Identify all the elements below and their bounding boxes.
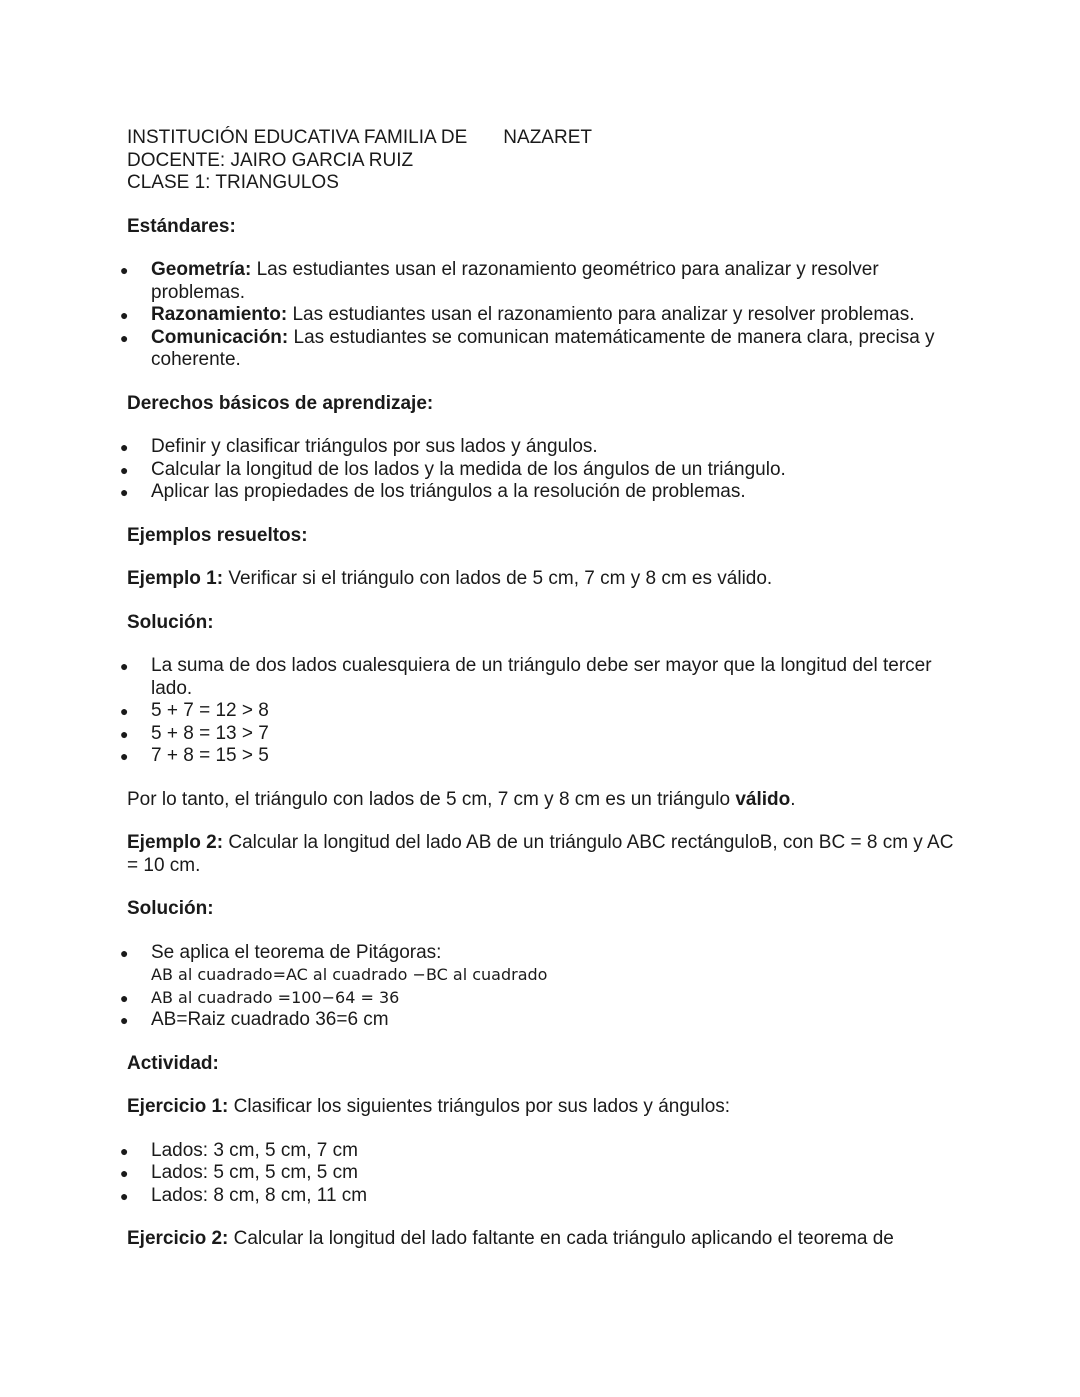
list-item: ● 7 + 8 = 15 > 5 xyxy=(120,745,269,766)
list-item: ● La suma de dos lados cualesquiera de un triángulo debe ser mayor que la longitud del tercer lado. xyxy=(120,655,932,699)
exercise-2: Ejercicio 2: Calcular la longitud del lado faltante en cada triángulo aplicando el teorema de xyxy=(127,1228,894,1249)
pythagoras-formula: AB al cuadrado=AC al cuadrado −BC al cuadrado xyxy=(151,965,548,984)
solution-2-heading: Solución: xyxy=(127,898,214,919)
example-1: Ejemplo 1: Verificar si el triángulo con lados de 5 cm, 7 cm y 8 cm es válido. xyxy=(127,568,773,589)
institution-name-end: NAZARET xyxy=(503,127,592,148)
standards-heading: Estándares: xyxy=(127,215,236,237)
bullet-icon: ● xyxy=(120,989,129,1006)
bullet-icon: ● xyxy=(120,307,129,323)
list-item: ● AB al cuadrado =100−64 = 36 xyxy=(127,987,957,1010)
bullet-icon: ● xyxy=(120,1142,129,1159)
list-item: ● Lados: 8 cm, 8 cm, 11 cm xyxy=(120,1184,368,1206)
example-2: Ejemplo 2: Calcular la longitud del lado AB de un triángulo ABC rectánguloB, con BC = 8 cm y AC = 10 cm. xyxy=(127,832,954,876)
institution-name: INSTITUCIÓN EDUCATIVA FAMILIA DE xyxy=(127,127,468,148)
bullet-icon: ● xyxy=(120,461,129,478)
list-item: ● Aplicar las propiedades de los triángulos a la resolución de problemas. xyxy=(120,481,746,502)
bullet-icon: ● xyxy=(120,262,129,278)
bullet-icon: ● xyxy=(120,1165,129,1181)
list-item: ● Geometría: Las estudiantes usan el razonamiento geométrico para analizar y resolver problemas. xyxy=(120,259,879,303)
conclusion-1: Por lo tanto, el triángulo con lados de 5 cm, 7 cm y 8 cm es un triángulo válido. xyxy=(127,788,796,810)
list-item: ● Lados: 5 cm, 5 cm, 5 cm xyxy=(120,1162,358,1183)
bullet-icon: ● xyxy=(120,944,129,961)
standards-list xyxy=(120,259,957,372)
bullet-icon: ● xyxy=(120,1012,129,1028)
bullet-icon: ● xyxy=(120,748,129,764)
list-item: ● Definir y clasificar triángulos por sus lados y ángulos. xyxy=(120,436,598,457)
bullet-icon: ● xyxy=(120,439,129,455)
exercise-1-list xyxy=(120,1139,957,1208)
institution-line xyxy=(127,127,957,150)
list-item: ● Lados: 3 cm, 5 cm, 7 cm xyxy=(120,1139,358,1161)
exercise-1: Ejercicio 1: Clasificar los siguientes triángulos por sus lados y ángulos: xyxy=(127,1096,731,1117)
bullet-icon: ● xyxy=(120,725,129,742)
list-item: ● Se aplica el teorema de Pitágoras: AB al cuadrado=AC al cuadrado −BC al cuadrado xyxy=(120,941,548,984)
list-item: ● AB=Raiz cuadrado 36=6 cm xyxy=(120,1009,389,1030)
bullet-icon: ● xyxy=(120,484,129,500)
solution-1-heading: Solución: xyxy=(127,611,214,633)
bullet-icon: ● xyxy=(120,658,129,674)
bullet-icon: ● xyxy=(120,703,129,719)
examples-heading: Ejemplos resueltos: xyxy=(127,524,308,546)
rights-list xyxy=(120,436,957,504)
list-item: ● Razonamiento: Las estudiantes usan el razonamiento para analizar y resolver problemas. xyxy=(120,304,915,325)
list-item: ● Calcular la longitud de los lados y la medida de los ángulos de un triángulo. xyxy=(120,458,786,480)
list-item: ● Comunicación: Las estudiantes se comunican matemáticamente de manera clara, precisa y coherente. xyxy=(120,326,935,370)
list-item: ● 5 + 8 = 13 > 7 xyxy=(120,722,269,744)
activity-heading: Actividad: xyxy=(127,1052,219,1074)
class-line: CLASE 1: TRIANGULOS xyxy=(127,172,339,193)
bullet-icon: ● xyxy=(120,329,129,346)
solution-2-list xyxy=(120,941,957,1032)
rights-heading: Derechos básicos de aprendizaje: xyxy=(127,392,434,414)
document-page xyxy=(120,127,957,1251)
bullet-icon: ● xyxy=(120,1187,129,1204)
solution-1-list xyxy=(120,655,957,768)
teacher-line: DOCENTE: JAIRO GARCIA RUIZ xyxy=(127,149,414,171)
list-item: ● 5 + 7 = 12 > 8 xyxy=(120,700,269,721)
